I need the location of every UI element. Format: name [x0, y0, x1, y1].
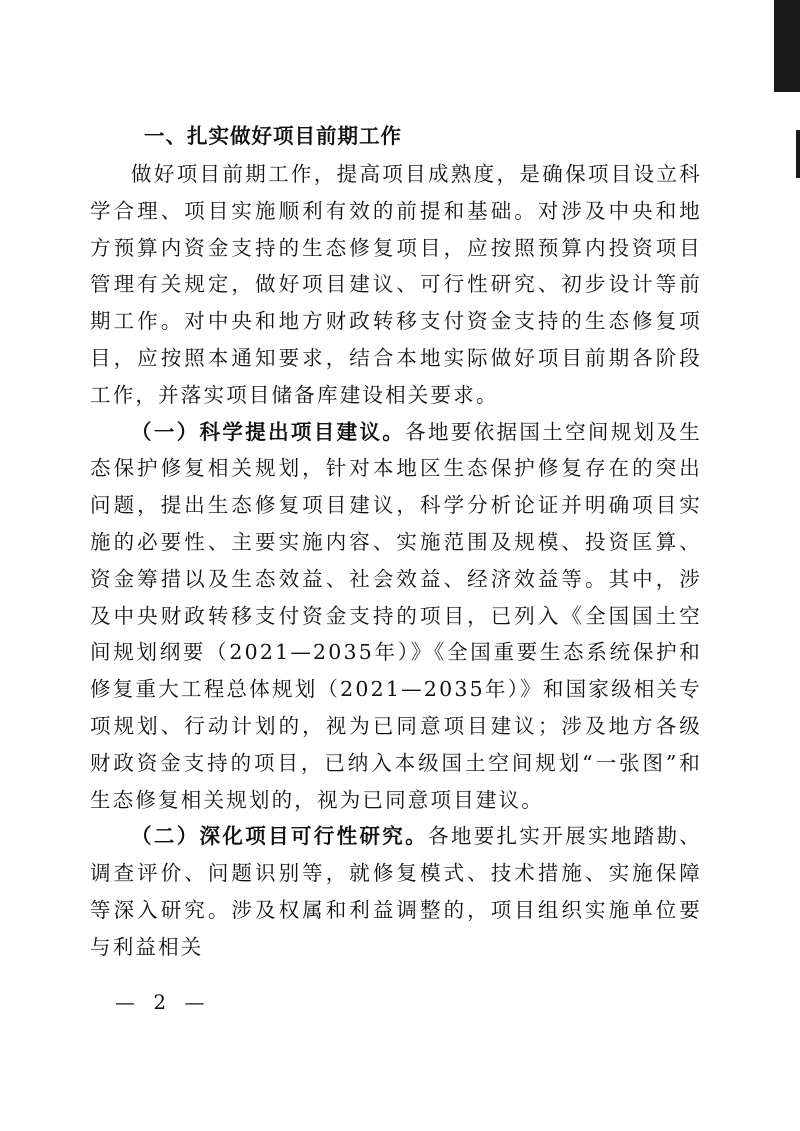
scan-edge-mark	[796, 130, 800, 178]
item-body: 各地要扎实开展实地踏勘、调查评价、问题识别等，就修复模式、技术措施、实施保障等深入研究。涉及权属和利益调整的，项目组织实施单位要与利益相关	[90, 824, 702, 959]
document-body	[90, 116, 702, 966]
item-body: 各地要依据国土空间规划及生态保护修复相关规划，针对本地区生态保护修复存在的突出问题，提出生态修复项目建议，科学分析论证并明确项目实施的必要性、主要实施内容、实施范围及规模、投资匡算、资金筹措以及生态效益、社会效益、经济效益等。其中，涉及中央财政转移支付资金支持的项目，已列入《全国国土空间规划纲要（2021—2035年）》《全国重要生态系统保护和修复重大工程总体规划（2021—2035年）》和国家级相关专项规划、行动计划的，视为已同意项目建议；涉及地方各级财政资金支持的项目，已纳入本级国土空间规划“一张图”和生态修复相关规划的，视为已同意项目建议。	[90, 419, 702, 812]
page-number: — 2 —	[115, 990, 211, 1014]
item-lead: （一）科学提出项目建议。	[131, 419, 406, 444]
item-paragraph-2	[90, 818, 702, 965]
item-lead: （二）深化项目可行性研究。	[131, 824, 428, 849]
intro-paragraph: 做好项目前期工作，提高项目成熟度，是确保项目设立科学合理、项目实施顺利有效的前提和基础。对涉及中央和地方预算内资金支持的生态修复项目，应按照预算内投资项目管理有关规定，做好项目建议、可行性研究、初步设计等前期工作。对中央和地方财政转移支付资金支持的生态修复项目，应按照本通知要求，结合本地实际做好项目前期各阶段工作，并落实项目储备库建设相关要求。	[90, 162, 702, 407]
item-paragraph-1	[90, 414, 702, 819]
section-heading: 一、扎实做好项目前期工作	[144, 124, 402, 148]
scan-edge-mark	[774, 0, 800, 92]
